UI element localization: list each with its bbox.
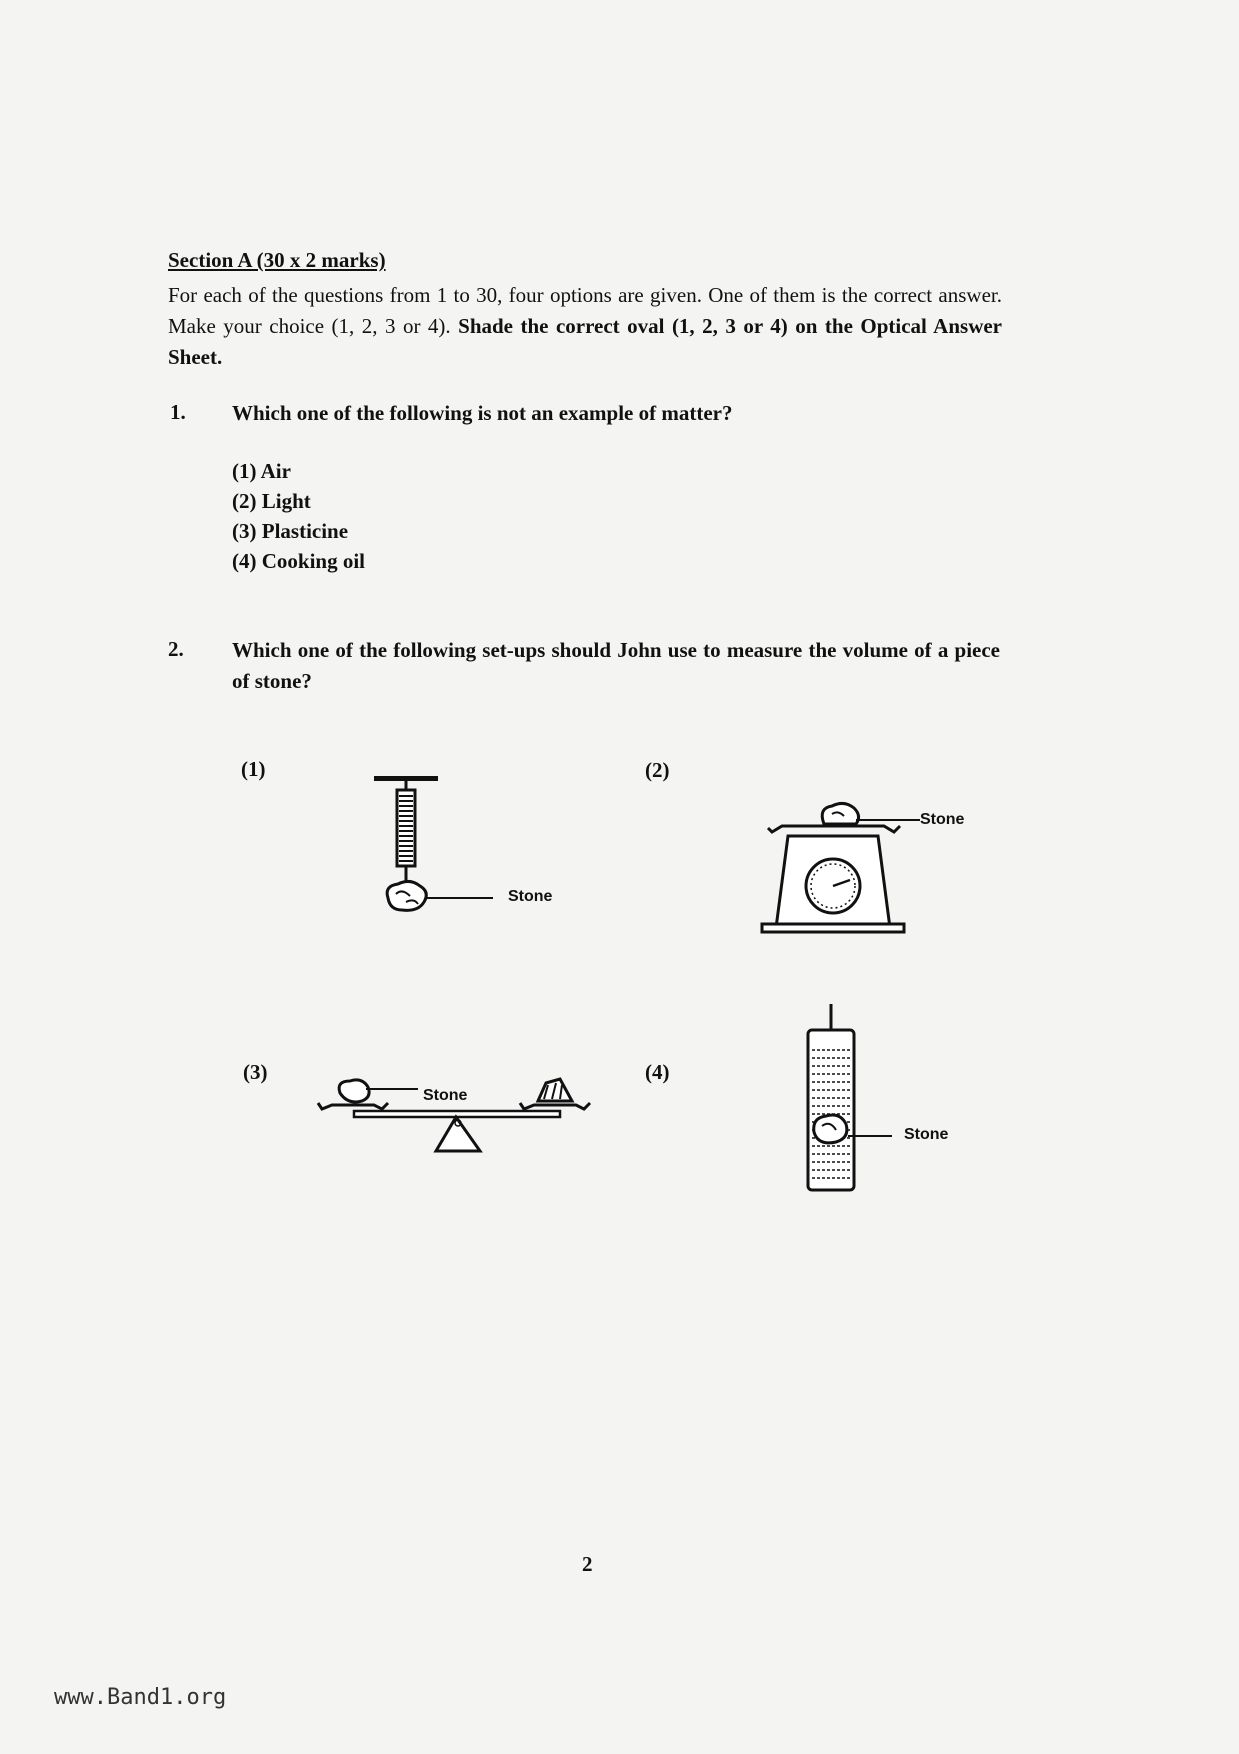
option-1: (1) Air	[232, 459, 291, 483]
question-2-text: Which one of the following set-ups should John use to measure the volume of a piece of stone?	[232, 638, 1000, 693]
figure-1-label: (1)	[241, 757, 266, 781]
section-instructions	[168, 280, 1002, 373]
question-2-number: 2.	[168, 637, 184, 661]
figure-2-stone-label: Stone	[920, 811, 965, 828]
measuring-cylinder-figure	[800, 1000, 900, 1195]
page-number: 2	[582, 1552, 593, 1576]
option-2: (2) Light	[232, 489, 311, 513]
figure-4-stone-label: Stone	[904, 1126, 949, 1143]
question-1-number: 1.	[170, 400, 186, 424]
section-title: Section A (30 x 2 marks)	[168, 248, 386, 272]
figure-2-label: (2)	[645, 758, 670, 782]
question-1-text: Which one of the following is not an example of matter?	[232, 401, 733, 425]
instruction-bold: Shade the correct oval (1, 2, 3 or 4) on the Optical Answer Sheet.	[168, 314, 1002, 369]
spring-balance-figure	[370, 770, 510, 920]
option-3: (3) Plasticine	[232, 519, 349, 543]
instruction-plain: For each of the questions from 1 to 30, four options are given. One of them is the correct answer. Make your choice (1, 2, 3 or 4).	[168, 283, 1002, 338]
figure-4-label: (4)	[645, 1060, 670, 1084]
question-1-options	[232, 456, 365, 576]
figure-1-stone-label: Stone	[508, 888, 553, 905]
weighing-scale-figure	[760, 800, 930, 940]
footer-url: www.Band1.org	[54, 1685, 227, 1710]
figure-3-label: (3)	[243, 1060, 268, 1084]
figure-3-stone-label: Stone	[423, 1087, 468, 1104]
option-4: (4) Cooking oil	[232, 549, 366, 573]
